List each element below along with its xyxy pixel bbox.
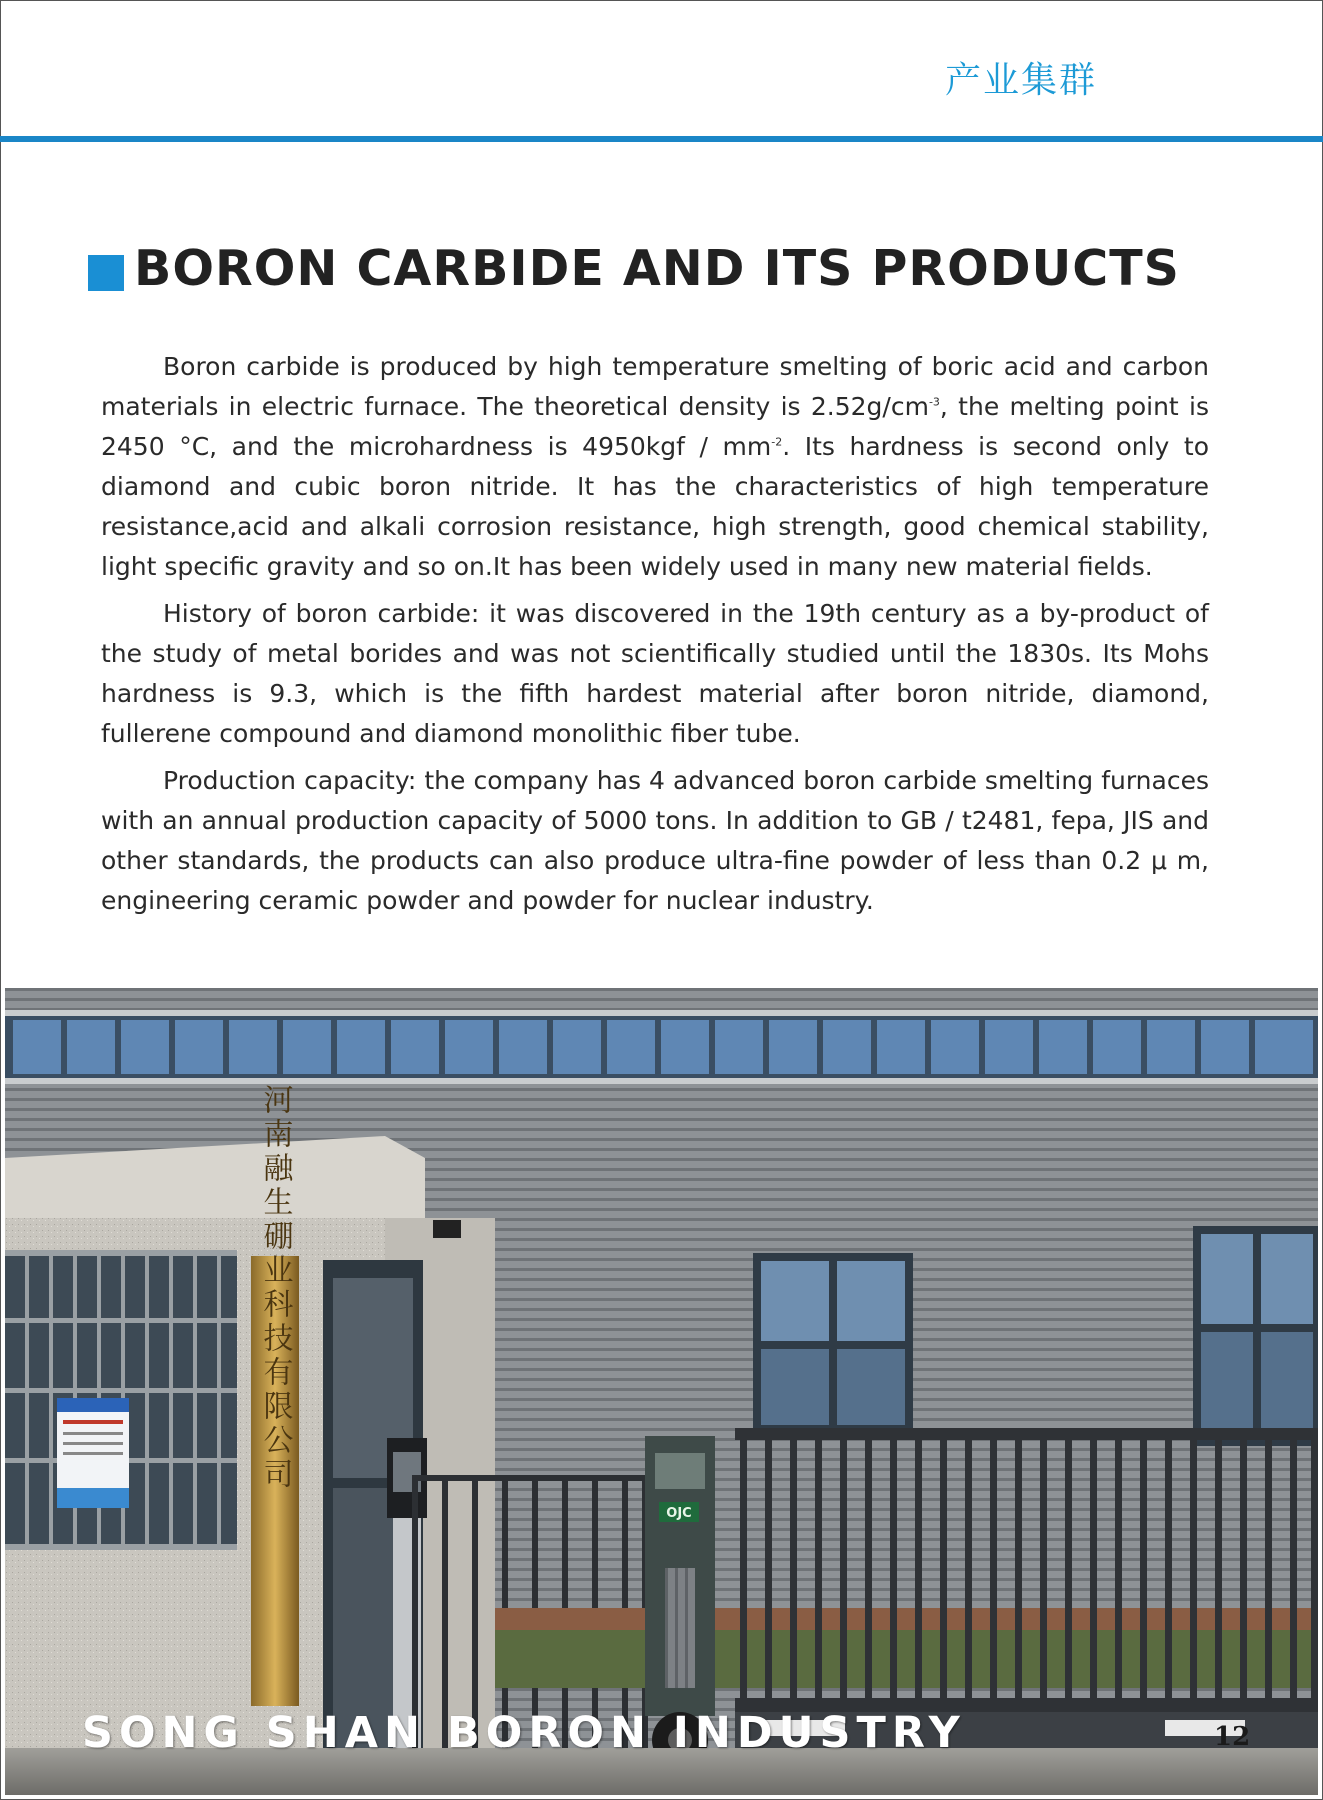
paragraph-intro-part1: Boron carbide is produced by high temperature smelting of boric acid and carbon materials in electric furnace. The theoretical density is 2.52g/cm: [101, 352, 1209, 421]
wall-window-center: [753, 1253, 913, 1433]
factory-gate-photo: [5, 988, 1318, 1795]
upper-window-band: [5, 1010, 1318, 1084]
paragraph-intro: [101, 347, 1209, 587]
header-title: 产业集群: [944, 60, 1097, 101]
hardness-exponent: -2: [771, 435, 783, 449]
floodlight: [433, 1220, 461, 1238]
paragraph-capacity: Production capacity: the company has 4 advanced boron carbide smelting furnaces with an annual production capacity of 5000 tons. In addition to GB / t2481, fepa, JIS and other standards, the products can also produce ultra-fine powder of less than 0.2 μ m, engineering ceramic powder and powder for nuclear industry.: [101, 766, 1209, 915]
page-number: 12: [1214, 1722, 1251, 1752]
section-marker-square: [88, 255, 124, 291]
paragraph-history: History of boron carbide: it was discovered in the 19th century as a by-product of the study of metal borides and was not scientifically studied until the 1830s. Its Mohs hardness is 9.3, which is the fifth hardest material after boron nitride, diamond, fullerene compound and diamond monolithic fiber tube.: [101, 599, 1209, 748]
density-exponent: -3: [928, 395, 940, 409]
section-title: BORON CARBIDE AND ITS PRODUCTS: [134, 240, 1180, 297]
company-name-plaque: [251, 1084, 299, 1706]
body-text: [101, 347, 1209, 928]
wall-window-right: [1193, 1226, 1318, 1446]
footer-brand: SONG SHAN BORON INDUSTRY: [82, 1708, 966, 1758]
paragraph-intro-part2: , the melting point is 2450 °C, and the microhardness is 4950kgf / mm: [101, 392, 1209, 461]
paragraph-intro-part3: . Its hardness is second only to diamond and cubic boron nitride. It has the characteristics of high temperature resistance,acid and alkali corrosion resistance, high strength, good chemical stability, light specific gravity and so on.It has been widely used in many new material fields.: [101, 432, 1209, 581]
plaque-text: 河南融生硼业科技有限公司: [257, 1084, 293, 1492]
device-label: OJC: [666, 1506, 692, 1521]
header-rule: [0, 136, 1323, 142]
